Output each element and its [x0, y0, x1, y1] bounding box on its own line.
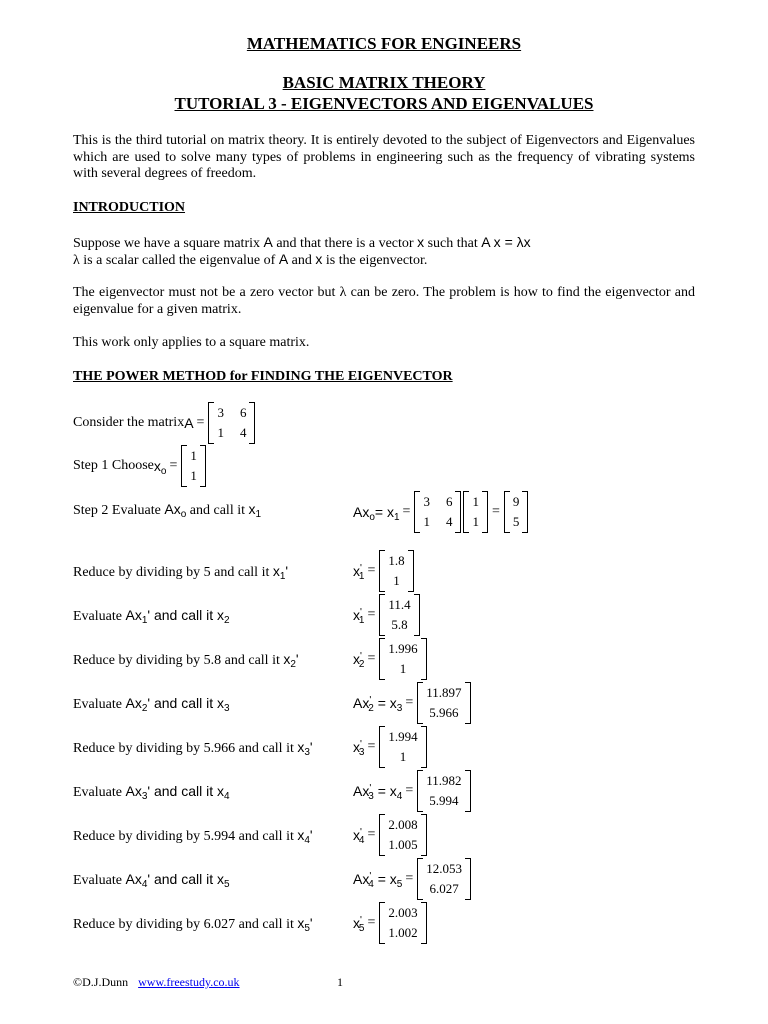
eigen-equation: A x = λx — [481, 234, 531, 250]
iteration-label — [73, 651, 299, 669]
vector-cell: 1 — [472, 514, 479, 529]
symbol-A: A — [263, 234, 273, 250]
text: Suppose we have a square matrix — [73, 236, 264, 251]
vector-cell: 1.996 — [388, 641, 418, 656]
text: Reduce by dividing by 5.966 and call it — [73, 741, 298, 756]
text: is the eigenvector. — [322, 253, 428, 268]
vector-cell: 6.027 — [429, 881, 459, 896]
vector-cell: 1 — [190, 448, 197, 463]
result-vector — [417, 682, 470, 724]
iteration-equation: $x'_4$ = 2.008 1.005 — [353, 814, 428, 856]
vector-x0 — [181, 445, 206, 487]
result-vector — [379, 726, 426, 768]
result-vector — [379, 814, 426, 856]
doc-subtitle: BASIC MATRIX THEORY — [282, 73, 486, 92]
iteration-label — [73, 739, 313, 757]
result-vector — [379, 550, 413, 592]
matrix-cell: 4 — [239, 425, 247, 440]
vector-cell: 2.003 — [388, 905, 418, 920]
equation-lhs: $Ax'_2 = x_3$ — [353, 695, 403, 714]
vector-x1 — [504, 491, 529, 533]
iteration-equation: $Ax'_2 = x_3$ = 11.897 5.966 — [353, 682, 472, 724]
step2-equation: $Ax_o= x_1$ = 3 6 1 4 1 1 = 9 5 — [353, 491, 529, 533]
intro-definition-line — [73, 234, 531, 252]
vector-cell: 5.994 — [429, 793, 459, 808]
author-text: ©D.J.Dunn — [73, 975, 129, 989]
iteration-label — [73, 695, 230, 713]
matrix-cell: 3 — [217, 405, 224, 420]
matrix-cell: 1 — [423, 514, 430, 529]
equation-lhs: $x'_1$ — [353, 563, 365, 582]
equation-lhs: $Ax'_3 = x_4$ — [353, 783, 403, 802]
result-vector — [417, 858, 471, 900]
result-vector — [379, 638, 426, 680]
vector-cell: 5 — [512, 514, 520, 529]
iteration-label — [73, 827, 313, 845]
text: and call it — [186, 503, 249, 518]
text: Evaluate — [73, 873, 126, 888]
equals-sign: = — [196, 415, 205, 430]
vector-cell: 11.4 — [388, 597, 411, 612]
text: Step 2 Evaluate — [73, 503, 165, 518]
matrix-cell: 6 — [239, 405, 247, 420]
vector-cell: 1 — [393, 573, 400, 588]
text: Reduce by dividing by 5.994 and call it — [73, 829, 298, 844]
vector-cell: 2.008 — [388, 817, 418, 832]
result-vector — [379, 902, 426, 944]
text: Reduce by dividing by 6.027 and call it — [73, 917, 298, 932]
symbol-x: x — [315, 251, 323, 267]
iteration-label — [73, 871, 230, 889]
intro-paragraph: This is the third tutorial on matrix theory. It is entirely devoted to the subject of Eigenvectors and Eigenvalues which are used to solve many types of problems in engineering such as the frequency of vibrating systems with several degrees of freedom. — [73, 133, 695, 181]
iteration-label — [73, 607, 230, 625]
vector-cell: 5.8 — [391, 617, 408, 632]
text: such that — [424, 236, 482, 251]
iteration-symbol: $x_4'$ — [297, 827, 313, 846]
equation-lhs: $x'_1$ — [353, 607, 365, 626]
vector-cell: 11.982 — [426, 773, 462, 788]
vector-cell: 1 — [399, 749, 407, 764]
vector-cell: 1.002 — [388, 925, 418, 940]
text: Reduce by dividing by 5.8 and call it — [73, 653, 284, 668]
iteration-symbol: $x_3'$ — [297, 739, 313, 758]
eigenvector-note: The eigenvector must not be a zero vector but λ can be zero. The problem is how to find the eigenvector and eigenvalue for a given matrix. — [73, 285, 695, 317]
iteration-equation: $x'_2$ = 1.996 1 — [353, 638, 428, 680]
result-vector — [417, 770, 470, 812]
introduction-heading: INTRODUCTION — [73, 200, 186, 215]
iteration-symbol: $Ax_3'$ and call it $x_4$ — [125, 783, 230, 802]
step2-label: Step 2 Evaluate $Ax_o$ and call it $x_1$ — [73, 501, 262, 520]
text: Reduce by dividing by 5 and call it — [73, 565, 273, 580]
iteration-equation: $x'_1$ = 1.8 1 — [353, 550, 415, 592]
vector-cell: 1.8 — [388, 553, 405, 568]
iteration-symbol: $x_2'$ — [283, 651, 299, 670]
symbol-x0: $x_o$ — [153, 458, 167, 477]
iteration-symbol: $x_1'$ — [272, 563, 289, 582]
iteration-label — [73, 783, 230, 801]
power-method-heading: THE POWER METHOD for FINDING THE EIGENVECTOR — [73, 369, 453, 384]
vector-x0 — [463, 491, 488, 533]
step1-row: Step 1 Choose $x_o$ = 1 1 — [73, 445, 207, 487]
text: λ is a scalar called the eigenvalue of — [73, 253, 279, 268]
consider-label: Consider the matrix — [73, 415, 185, 430]
matrix-A — [414, 491, 461, 533]
tutorial-title: TUTORIAL 3 - EIGENVECTORS AND EIGENVALUES — [174, 94, 594, 113]
iteration-equation: $x'_5$ = 2.003 1.002 — [353, 902, 428, 944]
iteration-symbol: $Ax_4'$ and call it $x_5$ — [125, 871, 230, 890]
iteration-label — [73, 563, 288, 581]
page-number: 1 — [337, 975, 343, 989]
vector-cell: 9 — [512, 494, 520, 509]
iteration-equation: $x'_3$ = 1.994 1 — [353, 726, 428, 768]
doc-title: MATHEMATICS FOR ENGINEERS — [246, 34, 522, 53]
vector-cell: 1 — [190, 468, 197, 483]
vector-cell: 5.966 — [429, 705, 459, 720]
vector-cell: 1 — [472, 494, 479, 509]
iteration-symbol: $x_5'$ — [297, 915, 313, 934]
equation-lhs: $x'_3$ — [353, 739, 365, 758]
result-vector — [379, 594, 419, 636]
equation-lhs: $x'_5$ — [353, 915, 365, 934]
text: Evaluate — [73, 609, 126, 624]
iteration-equation: $Ax'_4 = x_5$ = 12.053 6.027 — [353, 858, 472, 900]
text: Evaluate — [73, 785, 126, 800]
vector-cell: 1.994 — [388, 729, 418, 744]
equation-lhs: $x'_4$ — [353, 827, 365, 846]
equation-lhs: $Ax'_4 = x_5$ — [353, 871, 403, 890]
vector-cell: 1.005 — [388, 837, 418, 852]
symbol-A: A — [184, 415, 194, 431]
footer-author — [73, 975, 240, 990]
iteration-equation: $Ax'_3 = x_4$ = 11.982 5.994 — [353, 770, 472, 812]
matrix-cell: 3 — [423, 494, 430, 509]
consider-matrix-row — [73, 402, 256, 444]
text: and that there is a vector — [272, 236, 418, 251]
square-matrix-note: This work only applies to a square matrix. — [73, 335, 310, 350]
vector-cell: 11.897 — [426, 685, 462, 700]
matrix-A — [208, 402, 255, 444]
matrix-cell: 6 — [445, 494, 453, 509]
text: and — [288, 253, 316, 268]
vector-cell: 12.053 — [426, 861, 463, 876]
step1-label: Step 1 Choose — [73, 458, 154, 473]
iteration-label — [73, 915, 313, 933]
text: Evaluate — [73, 697, 126, 712]
iteration-equation: $x'_1$ = 11.4 5.8 — [353, 594, 421, 636]
symbol-x: x — [417, 234, 425, 250]
iteration-symbol: $Ax_1'$ and call it $x_2$ — [125, 607, 230, 626]
website-link[interactable]: www.freestudy.co.uk — [138, 975, 240, 989]
matrix-cell: 4 — [445, 514, 453, 529]
equation-lhs: $x'_2$ — [353, 651, 365, 670]
iteration-symbol: $Ax_2'$ and call it $x_3$ — [125, 695, 230, 714]
symbol-A: A — [278, 251, 289, 267]
intro-eigenvalue-line — [73, 251, 427, 269]
matrix-cell: 1 — [217, 425, 224, 440]
vector-cell: 1 — [399, 661, 407, 676]
